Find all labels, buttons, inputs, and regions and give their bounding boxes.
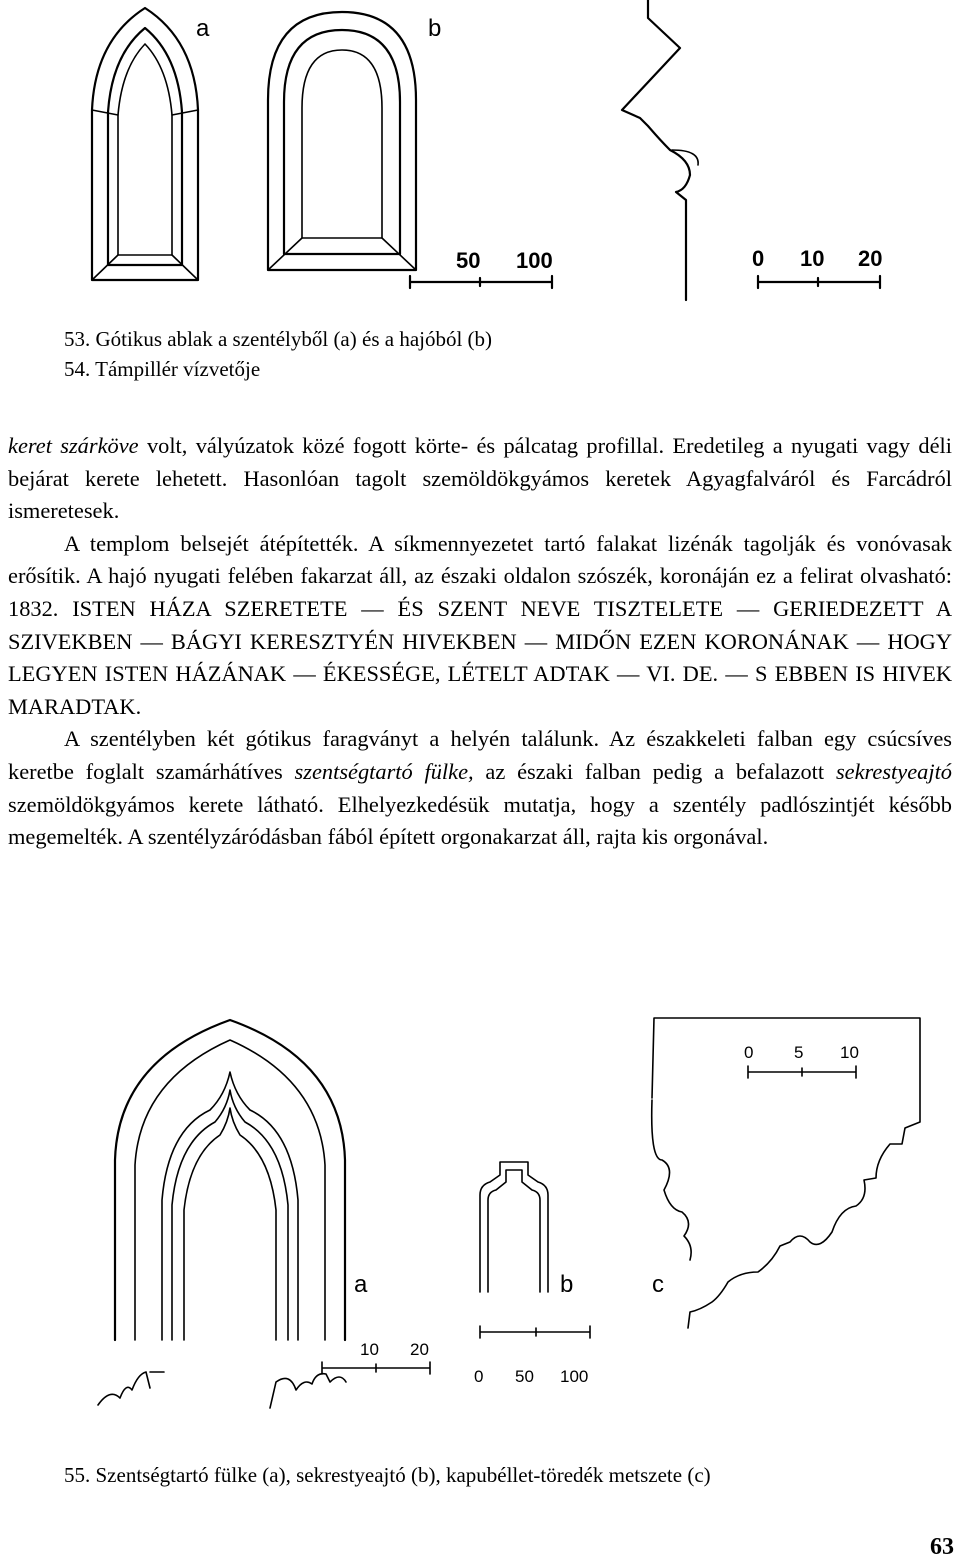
niche-a-drawing [115, 1020, 345, 1340]
label-55-c: c [652, 1271, 664, 1298]
caption-53: 53. Gótikus ablak a szentélyből (a) és a hajóból (b) [64, 327, 493, 351]
term-szentsegtarto-fulke: szentségtartó fülke, [294, 758, 474, 784]
scale-54-tick-10: 10 [800, 246, 825, 271]
body-text [8, 430, 952, 854]
label-55-b: b [560, 1271, 574, 1298]
paragraph-1-text: volt, vályúzatok közé fogott körte- és pálcatag profillal. Eredetileg a nyugati vagy déli bejárat kerete lehetett. Hasonlóan tagolt szemöldökgyámos keretek Agyagfalváról és Farcádról ismeretesek. [8, 433, 952, 524]
window-b-drawing [268, 12, 416, 270]
figure-53-54 [0, 0, 960, 300]
label-b: b [428, 15, 442, 42]
figure-55 [0, 1010, 960, 1430]
scale-55c-tick-0: 0 [744, 1043, 754, 1062]
scale-55a-tick-20: 20 [410, 1340, 429, 1359]
scale-53 [410, 248, 553, 288]
caption-55: 55. Szentségtartó fülke (a), sekrestyeajtó (b), kapubéllet-töredék metszete (c) [64, 1463, 711, 1487]
scale-55-c [744, 1043, 859, 1078]
scale-54-tick-20: 20 [858, 246, 883, 271]
scale-55a-tick-10: 10 [360, 1340, 379, 1359]
scale-53-tick-50: 50 [456, 248, 481, 273]
scale-53-tick-100: 100 [516, 248, 553, 273]
window-a-drawing [92, 8, 198, 280]
scale-55-a [322, 1340, 430, 1374]
figure-55-drawing [0, 1010, 960, 1430]
term-sekrestyeajto: sekrestyeajtó [835, 758, 952, 784]
scale-55c-tick-5: 5 [794, 1043, 804, 1062]
paragraph-3-text-c: szemöldökgyámos kerete látható. Elhelyezkedésük mutatja, hogy a szentély padlószintjét később megemelték. A szentélyzáródásban fából épített orgonakarzat áll, rajta kis orgonával. [8, 791, 952, 850]
paragraph-3-text-a: A szentélyben két gótikus faragványt a helyén találunk. Az északkeleti falban egy csúcsíves keretbe foglalt szamárhátíves [8, 726, 952, 784]
paragraph-2-text: A templom belsejét átépítették. A síkmennyezetet tartó falakat lizénák tagolják és vonóvasak erősítik. A hajó nyugati felében fakarzat áll, az északi oldalon szószék, koronáján ez a felirat olvasható: 1832. ISTEN HÁZA SZERETETE — ÉS SZENT NEVE TISZTELETE — GERIEDEZETT A SZIVEKBEN — BÁGYI KERESZTYÉN HIVEKBEN — MIDŐN EZEN KORONÁNAK — HOGY LEGYEN ISTEN HÁZÁNAK — ÉKESSÉGE, LÉTELT ADTAK — VI. DE. — S EBBEN IS HIVEK MARADTAK. [8, 530, 952, 719]
jamb-profile-c-drawing [652, 1018, 920, 1328]
term-keret-szarkove: keret szárköve [8, 433, 139, 458]
niche-a-profiles [98, 1372, 346, 1408]
scale-54 [752, 246, 882, 288]
scale-55c-tick-10: 10 [840, 1043, 859, 1062]
page-number: 63 [930, 1534, 954, 1560]
scale-55b-tick-100: 100 [560, 1367, 589, 1386]
caption-54: 54. Támpillér vízvetője [64, 357, 261, 381]
label-a: a [196, 15, 210, 42]
door-b-drawing [480, 1162, 548, 1292]
scale-55b-tick-0: 0 [474, 1367, 484, 1386]
label-55-a: a [354, 1271, 368, 1298]
scale-54-tick-0: 0 [752, 246, 765, 271]
paragraph-2 [8, 528, 952, 724]
paragraph-3 [8, 723, 952, 853]
buttress-profile-drawing [622, 0, 698, 300]
paragraph-1 [8, 430, 952, 528]
figure-53-54-drawing [0, 0, 960, 300]
scale-55-b [474, 1326, 590, 1386]
paragraph-3-text-b: az északi falban pedig a befalazott [473, 758, 836, 784]
scale-55b-tick-50: 50 [515, 1367, 534, 1386]
